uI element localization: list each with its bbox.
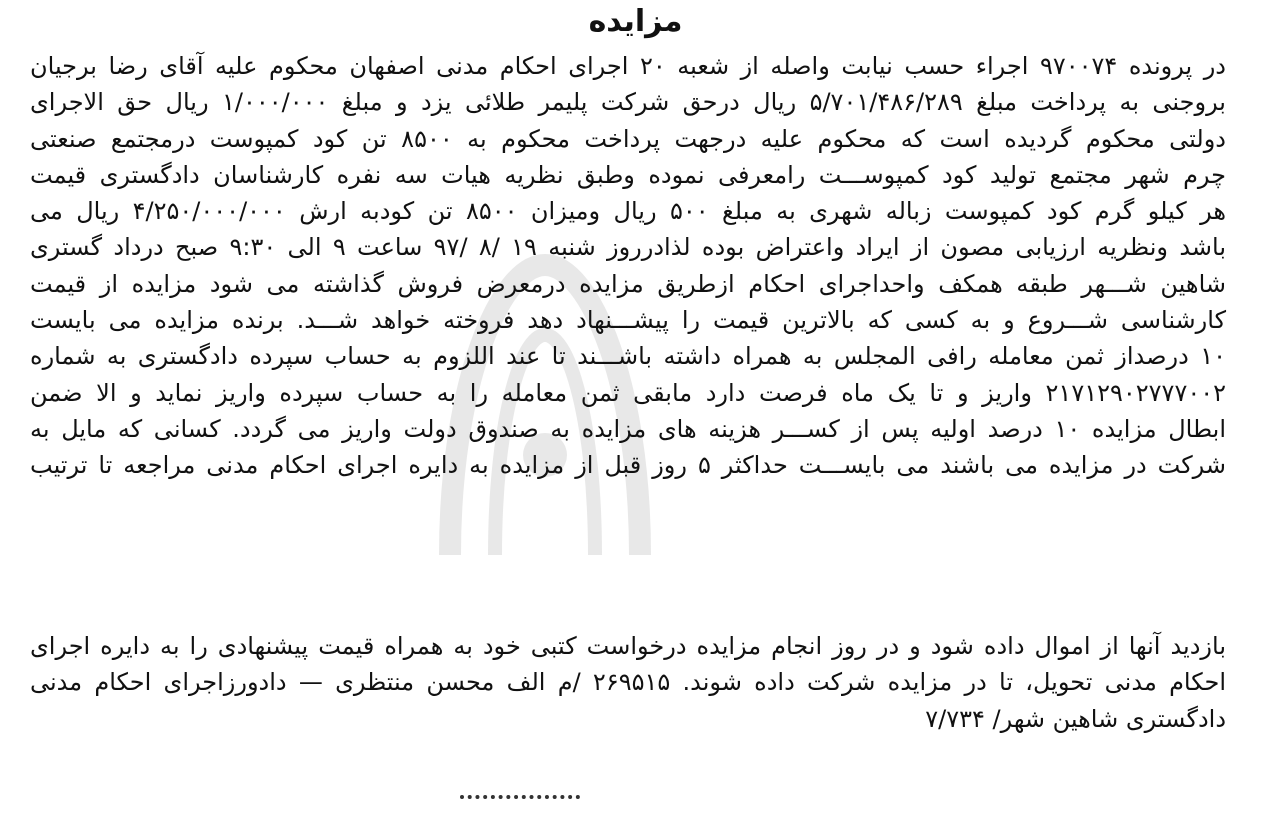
body-line: بازدید آنها از اموال داده شود و در روز انجام مزایده درخواست کتبی خود به همراه قیمت پیشنهادی را به دایره اجرای: [30, 632, 1226, 660]
body-line: شرکت در مزایده می باشند می بایســـت حداکثر ۵ روز قبل از مزایده به دایره اجرای احکام مدنی مراجعه تا ترتیب: [30, 451, 1226, 480]
signature-line: دادگستری شاهین شهر/ ۷/۷۳۴: [925, 704, 1226, 733]
notice-body-continued: [30, 628, 1226, 737]
body-line: ابطال مزایده ۱۰ درصد اولیه پس از کســـر هزینه های مزایده به صندوق دولت واریز می گردد. کسانی که مایل به: [30, 414, 1226, 443]
body-line: بروجنی به پرداخت مبلغ ۵/۷۰۱/۴۸۶/۲۸۹ ریال درحق شرکت پلیمر طلائی یزد و مبلغ ۱/۰۰۰/۰۰۰ ریال حق الاجرای: [30, 88, 1226, 117]
body-line: شاهین شـــهر طبقه همکف واحداجرای احکام ازطریق مزایده درمعرض فروش گذاشته می شود مزایده از قیمت: [30, 269, 1226, 298]
body-line: کارشناسی شـــروع و به کسی که بالاترین قیمت را پیشـــنهاد دهد فروخته خواهد شـــد. برنده مزایده می بایست: [30, 306, 1226, 335]
notice-title: مزایده: [588, 4, 683, 39]
body-line: هر کیلو گرم کود کمپوست زباله شهری به مبلغ ۵۰۰ ریال ومیزان ۸۵۰۰ تن کودبه ارش ۴/۲۵۰/۰۰۰/۰۰۰ ریال می: [30, 197, 1226, 226]
notice-body: [30, 48, 1226, 484]
body-line: باشد ونظریه ارزیابی مصون از ایراد واعتراض بوده لذادرروز شنبه ۱۹ /۸ /۹۷ ساعت ۹ الی ۹:۳۰ صبح درداد گستری: [30, 233, 1227, 262]
cut-off-text-fragment: [460, 795, 580, 805]
body-line: در پرونده ۹۷۰۰۷۴ اجراء حسب نیابت واصله از شعبه ۲۰ اجرای احکام مدنی اصفهان محکوم علیه آقای رضا برجیان: [30, 52, 1226, 80]
body-line: ۲۱۷۱۲۹۰۲۷۷۷۰۰۲ واریز و تا یک ماه فرصت دارد مابقی ثمن معامله را به حساب سپرده واریز نماید و الا ضمن: [30, 378, 1226, 407]
body-line: چرم شهر مجتمع تولید کود کمپوســـت رامعرفی نموده وطبق نظریه هیات سه نفره کارشناسان دادگستری قیمت: [30, 160, 1226, 189]
body-line: احکام مدنی تحویل، تا در مزایده شرکت داده شوند. ۲۶۹۵۱۵ /م الف محسن منتظری — دادورزاجرای احکام مدنی: [30, 668, 1226, 697]
body-line: دولتی محکوم گردیده است که محکوم علیه درجهت پرداخت محکوم به ۸۵۰۰ تن کود کمپوست درمجتمع صنعتی: [30, 124, 1226, 153]
body-line: ۱۰ درصداز ثمن معامله رافی المجلس به همراه داشته باشـــند تا عند اللزوم به حساب سپرده دادگستری به شماره: [30, 342, 1226, 371]
